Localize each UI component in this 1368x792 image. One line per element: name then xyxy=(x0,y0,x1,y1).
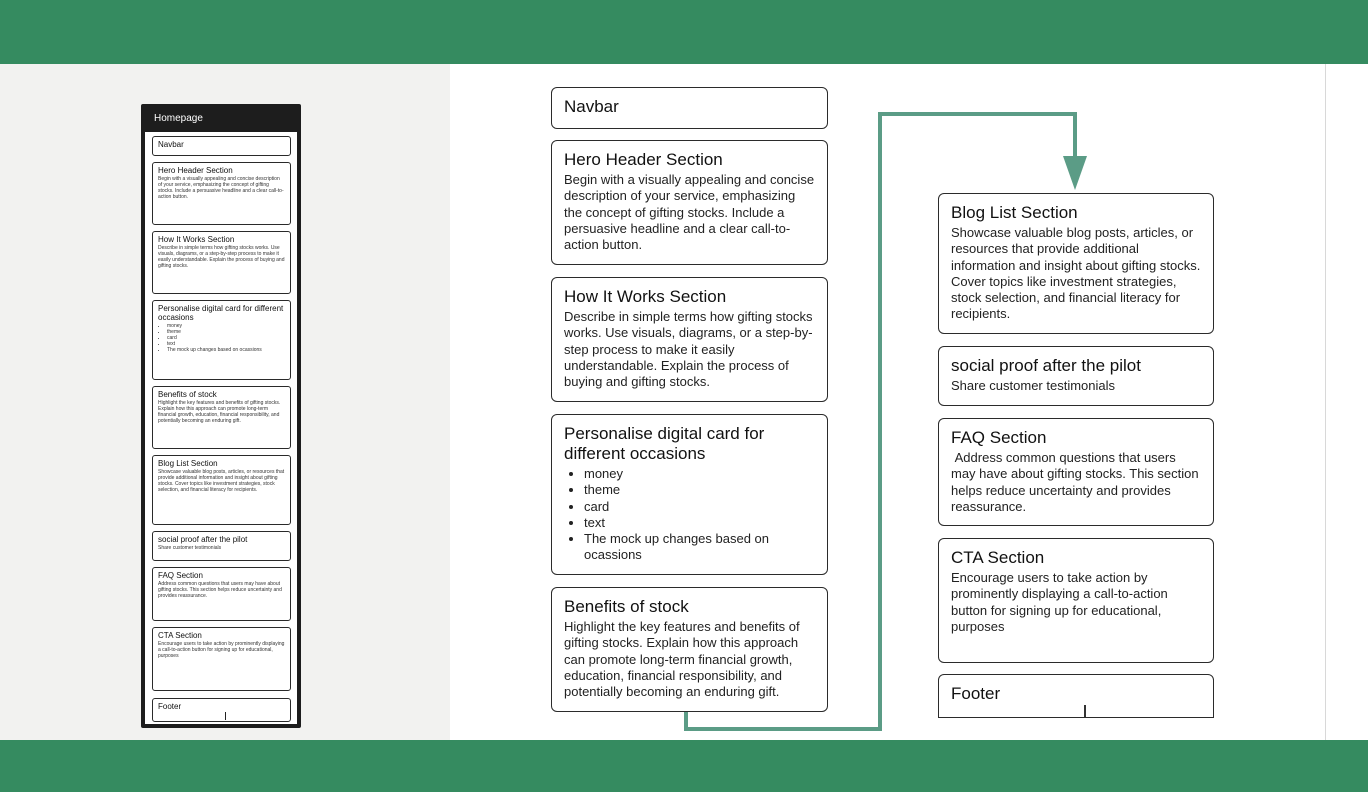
bottom-band xyxy=(0,740,1368,792)
connector-arrowhead-icon xyxy=(1063,156,1087,190)
mockup-section-desc: Highlight the key features and benefits of gifting stocks. Explain how this approach can promote long-term financial growth, education, financial responsibility, and potentially becoming an enduring gift. xyxy=(158,400,281,424)
cta-section xyxy=(938,538,1214,663)
section-title: FAQ Section xyxy=(951,428,1047,447)
mockup-section-title: Hero Header Section xyxy=(158,166,233,175)
footer-tick xyxy=(1084,705,1086,717)
section-desc: Describe in simple terms how gifting stocks works. Use visuals, diagrams, or a step-by-step process to make it easily understandable. Explain the process of buying and gifting stocks. xyxy=(564,309,813,390)
section-desc: Highlight the key features and benefits of gifting stocks. Explain how this approach can promote long-term financial growth, education, financial responsibility, and potentially becoming an enduring gift. xyxy=(564,619,800,700)
section-title: Blog List Section xyxy=(951,203,1078,222)
phone-mockup xyxy=(141,104,301,728)
section-title: How It Works Section xyxy=(564,287,727,306)
mockup-footer-tick xyxy=(225,712,226,720)
bullet-item: • money xyxy=(584,466,815,482)
mockup-section-desc: Address common questions that users may have about gifting stocks. This section helps reduce uncertainty and provides reassurance. xyxy=(158,581,282,599)
mockup-bullet: • theme xyxy=(167,329,285,335)
section-title: Benefits of stock xyxy=(564,597,689,616)
personalise-card-section xyxy=(551,414,828,575)
mockup-benefits xyxy=(152,386,291,449)
mockup-bullet-list xyxy=(167,323,285,353)
mockup-section-title: Footer xyxy=(158,702,182,711)
mockup-section-title: CTA Section xyxy=(158,631,202,640)
mockup-navbar xyxy=(152,136,291,156)
bullet-item: • theme xyxy=(584,482,815,498)
divider-line xyxy=(1325,64,1326,740)
section-desc: Encourage users to take action by prominently displaying a call-to-action button for signing up for educational, purposes xyxy=(951,570,1168,634)
bullet-item: • text xyxy=(584,515,815,531)
section-title: Navbar xyxy=(564,97,619,116)
bullet-item: • The mock up changes based on ocassions xyxy=(584,531,815,564)
hero-header-section xyxy=(551,140,828,265)
benefits-section xyxy=(551,587,828,712)
section-desc: Address common questions that users may have about gifting stocks. This section helps reduce uncertainty and provides reassurance. xyxy=(951,450,1203,514)
mockup-cta xyxy=(152,627,291,691)
mockup-section-title: FAQ Section xyxy=(158,571,203,580)
mockup-personalise xyxy=(152,300,291,380)
mockup-section-desc: Showcase valuable blog posts, articles, or resources that provide additional information and insight about gifting stocks. Cover topics like investment strategies, stock selection, and financial literacy for recipients. xyxy=(158,469,285,493)
mockup-bullet: • The mock up changes based on ocassions xyxy=(167,347,285,353)
section-desc: Begin with a visually appealing and concise description of your service, emphasizing the concept of gifting stocks. Include a persuasive headline and a clear call-to-action button. xyxy=(564,172,815,253)
top-band xyxy=(0,0,1368,64)
mockup-section-title: Benefits of stock xyxy=(158,390,217,399)
section-desc: Showcase valuable blog posts, articles, or resources that provide additional information and insight about gifting stocks. Cover topics like investment strategies, stock selection, and financial literacy for recipients. xyxy=(951,225,1201,322)
mockup-blog xyxy=(152,455,291,525)
section-desc: Share customer testimonials xyxy=(951,378,1116,393)
social-proof-section xyxy=(938,346,1214,406)
bullet-item: • card xyxy=(584,499,815,515)
mockup-section-title: How It Works Section xyxy=(158,235,235,244)
section-title: Personalise digital card for different occasions xyxy=(564,424,765,463)
mockup-section-desc: Encourage users to take action by prominently displaying a call-to-action button for signing up for educational, purposes xyxy=(158,641,285,659)
mockup-bullet: • money xyxy=(167,323,285,329)
mockup-section-title: Personalise digital card for different occasions xyxy=(158,304,284,322)
bullet-list xyxy=(584,466,815,564)
blog-list-section xyxy=(938,193,1214,334)
mockup-footer xyxy=(152,698,291,722)
mockup-section-title: Navbar xyxy=(158,140,184,149)
mockup-section-title: social proof after the pilot xyxy=(158,535,248,544)
mockup-title: Homepage xyxy=(154,113,203,124)
mockup-section-desc: Begin with a visually appealing and concise description of your service, emphasizing the concept of gifting stocks. Include a persuasive headline and a clear call-to-action button. xyxy=(158,176,284,200)
section-title: social proof after the pilot xyxy=(951,356,1141,375)
mockup-section-title: Blog List Section xyxy=(158,459,218,468)
how-it-works-section xyxy=(551,277,828,402)
mockup-how-it-works xyxy=(152,231,291,294)
footer-section xyxy=(938,674,1214,718)
navbar-section xyxy=(551,87,828,129)
section-title: CTA Section xyxy=(951,548,1045,567)
section-title: Footer xyxy=(951,684,1001,703)
mockup-bullet: • card xyxy=(167,335,285,341)
mockup-faq xyxy=(152,567,291,621)
mockup-hero xyxy=(152,162,291,225)
faq-section xyxy=(938,418,1214,526)
mockup-screen xyxy=(145,132,297,724)
mockup-section-desc: Describe in simple terms how gifting stocks works. Use visuals, diagrams, or a step-by-step process to make it easily understandable. Explain the process of buying and gifting stocks. xyxy=(158,245,285,269)
mockup-social-proof xyxy=(152,531,291,561)
mockup-bullet: • text xyxy=(167,341,285,347)
section-title: Hero Header Section xyxy=(564,150,723,169)
mockup-section-desc: Share customer testimonials xyxy=(158,545,222,551)
